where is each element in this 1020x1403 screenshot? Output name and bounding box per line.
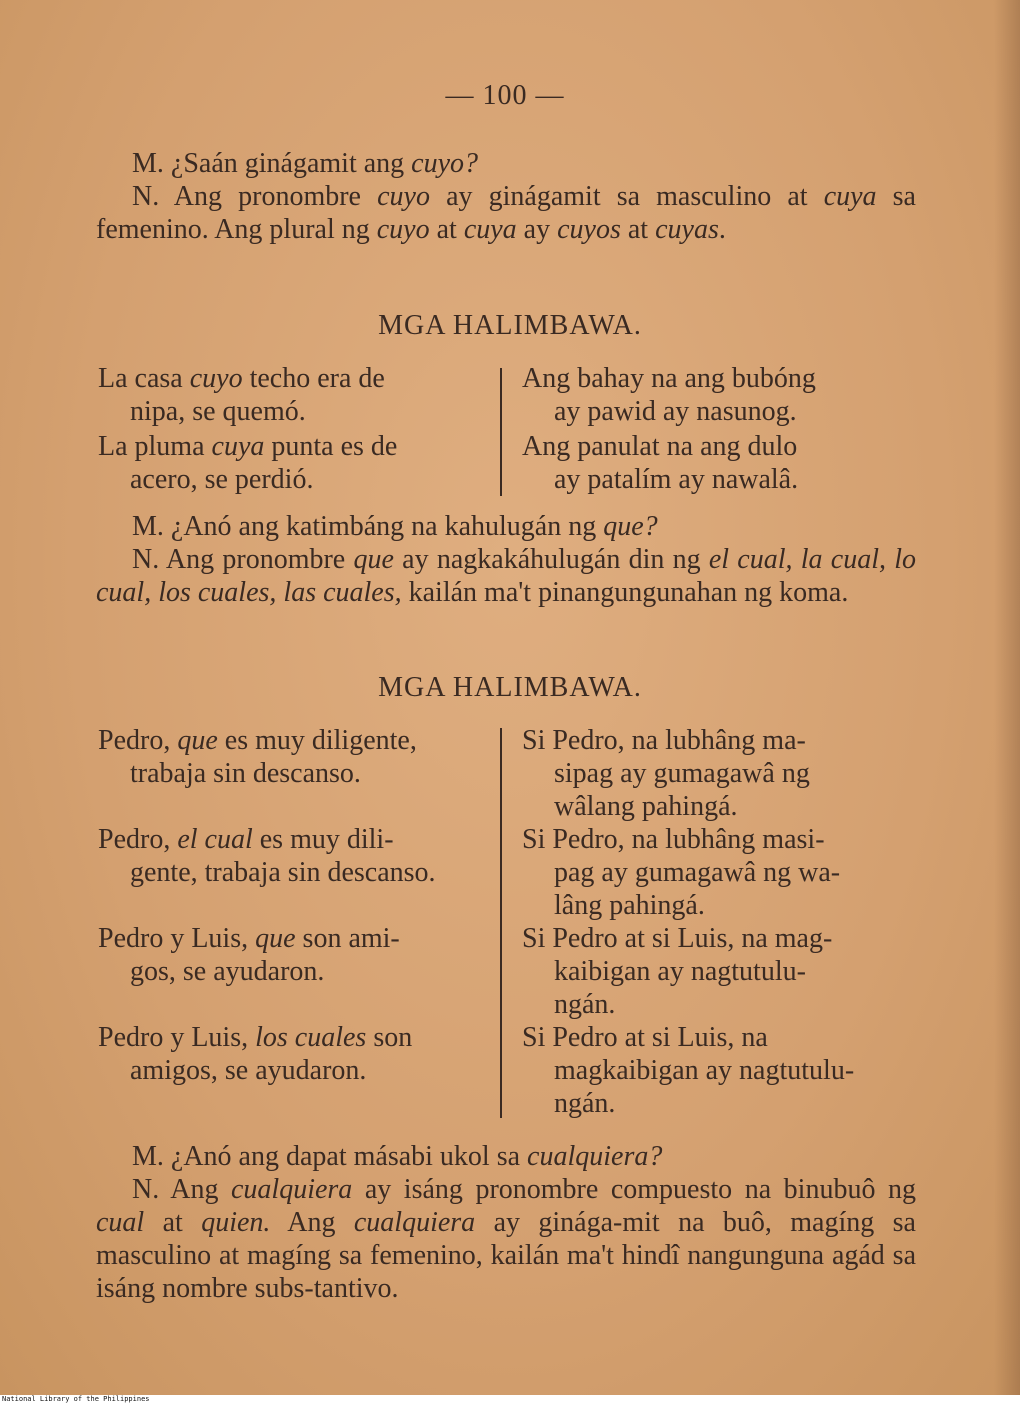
translation-first-line: Si Pedro, na lubhâng ma- [522,725,806,756]
examples-table-2 [98,724,918,1124]
tagalog-translation [522,1021,918,1120]
example-text: techo era de [242,363,385,394]
spanish-example [98,823,484,889]
answer-text: ay ginága-mit na buô, magíng sa masculino at magíng sa femenino, kailán ma't hindî nangunguna agád sa isáng nombre subs-tantivo. [96,1207,916,1304]
spanish-example [98,362,484,428]
page-number: — 100 — [445,80,565,111]
translation-continuation: ay pawid ay nasunog. [554,396,797,427]
spanish-example [98,430,484,496]
example-first-line [98,362,484,395]
translation-first-line: Si Pedro, na lubhâng masi- [522,824,825,855]
question-text: cualquiera? [527,1141,663,1172]
examples-table-1 [98,362,918,498]
answer-text: at [429,214,464,245]
example-continuation: acero, se perdió. [130,464,314,495]
answer-text: cuyas [655,214,719,245]
answer-text: quien. [201,1207,271,1238]
answer-text: cual [96,1207,145,1238]
translation-continuation: wâlang pahingá. [554,791,738,822]
example-text: Pedro y Luis, [98,1022,256,1053]
column-divider-2 [500,728,502,1118]
spanish-example [98,1021,484,1087]
translation-first-line: Si Pedro at si Luis, na [522,1022,768,1053]
example-text: es muy diligente, [217,725,417,756]
answer-text: ay isáng pronombre compuesto na binubuô ng [352,1174,916,1205]
tagalog-translation [522,823,918,922]
answer-text: ay [516,214,558,245]
translation-continuation: magkaibigan ay nagtutulu- [554,1055,855,1086]
question-text: M. ¿Anó ang katimbáng na kahulugán ng [132,511,604,542]
translation-continuation: pag ay gumagawâ ng wa- [554,857,841,888]
final-question [96,1140,916,1173]
final-answer [96,1173,916,1305]
tagalog-translation [522,724,918,823]
spanish-example [98,724,484,790]
answer-text: cuyo [377,181,430,212]
example-text: punta es de [264,431,398,462]
question-text: cuyo? [411,148,479,179]
example-text: cuyo [189,363,243,394]
example-text: La casa [98,363,190,394]
example-text: el cual [177,824,253,855]
example-text: que [177,725,218,756]
footer-credit [0,1395,1020,1403]
middle-section [96,510,916,609]
example-continuation: gente, trabaja sin descanso. [130,857,436,888]
question-text: M. ¿Saán ginágamit ang [132,148,412,179]
answer-text: . [718,214,726,245]
translation-continuation: lâng pahingá. [554,890,705,921]
answer-text: at [144,1207,202,1238]
example-first-line [98,430,484,463]
answer-text: kailán ma't pinangungunahan ng koma. [401,577,849,608]
footer-text: National Library of the Philippines [2,1395,150,1403]
translation-first-line: Ang panulat na ang dulo [522,431,798,462]
answer-text: cuya [463,214,517,245]
example-continuation: trabaja sin descanso. [130,758,361,789]
answer-text: cuyos [557,214,621,245]
question-text: que? [603,511,658,542]
intro-question [96,147,916,180]
question-text: M. ¿Anó ang dapat másabi ukol sa [132,1141,528,1172]
intro-section [96,147,916,246]
example-text: Pedro y Luis, [98,923,256,954]
answer-text: N. Ang [132,1174,231,1205]
translation-first-line: Ang bahay na ang bubóng [522,363,816,394]
answer-text: que [353,544,394,575]
final-section [96,1140,916,1305]
tagalog-translation [522,362,918,428]
middle-question [96,510,916,543]
answer-text: N. Ang pronombre [132,181,378,212]
section-heading-1: MGA HALIMBAWA. [378,310,642,341]
translation-continuation: sipag ay gumagawâ ng [554,758,810,789]
example-text: Pedro, [98,725,178,756]
translation-continuation: ay patalím ay nawalâ. [554,464,799,495]
translation-first-line: Si Pedro at si Luis, na mag- [522,923,833,954]
answer-text: cualquiera [230,1174,353,1205]
example-first-line [98,1021,484,1054]
answer-text: cualquiera [353,1207,476,1238]
tagalog-translation [522,922,918,1021]
example-text: La pluma [98,431,212,462]
example-first-line [98,823,484,856]
tagalog-translation [522,430,918,496]
answer-text: el cual, la cual, lo cual, los cuales, las cuales, [96,544,916,608]
example-text: Pedro, [98,824,178,855]
intro-answer [96,180,916,246]
answer-text: N. Ang pronombre [132,544,354,575]
translation-continuation: ngán. [554,1088,616,1119]
answer-text: cuya [823,181,877,212]
translation-continuation: ngán. [554,989,616,1020]
answer-text: at [620,214,656,245]
translation-continuation: kaibigan ay nagtutulu- [554,956,806,987]
example-text: cuya [211,431,265,462]
example-text: son [366,1022,413,1053]
middle-answer [96,543,916,609]
answer-text: ay nagkakáhulugán din ng [393,544,709,575]
example-text: es muy dili- [252,824,394,855]
answer-text: sa femenino. Ang plural ng [96,181,916,245]
answer-text: ay ginágamit sa masculino at [429,181,824,212]
example-text: que [255,923,296,954]
example-first-line [98,922,484,955]
answer-text: Ang [270,1207,354,1238]
example-text: los cuales [255,1022,367,1053]
example-first-line [98,724,484,757]
section-heading-2: MGA HALIMBAWA. [378,672,642,703]
example-continuation: amigos, se ayudaron. [130,1055,367,1086]
column-divider-1 [500,368,502,496]
answer-text: cuyo [376,214,430,245]
spanish-example [98,922,484,988]
example-text: son ami- [295,923,400,954]
example-continuation: nipa, se quemó. [130,396,306,427]
example-continuation: gos, se ayudaron. [130,956,325,987]
